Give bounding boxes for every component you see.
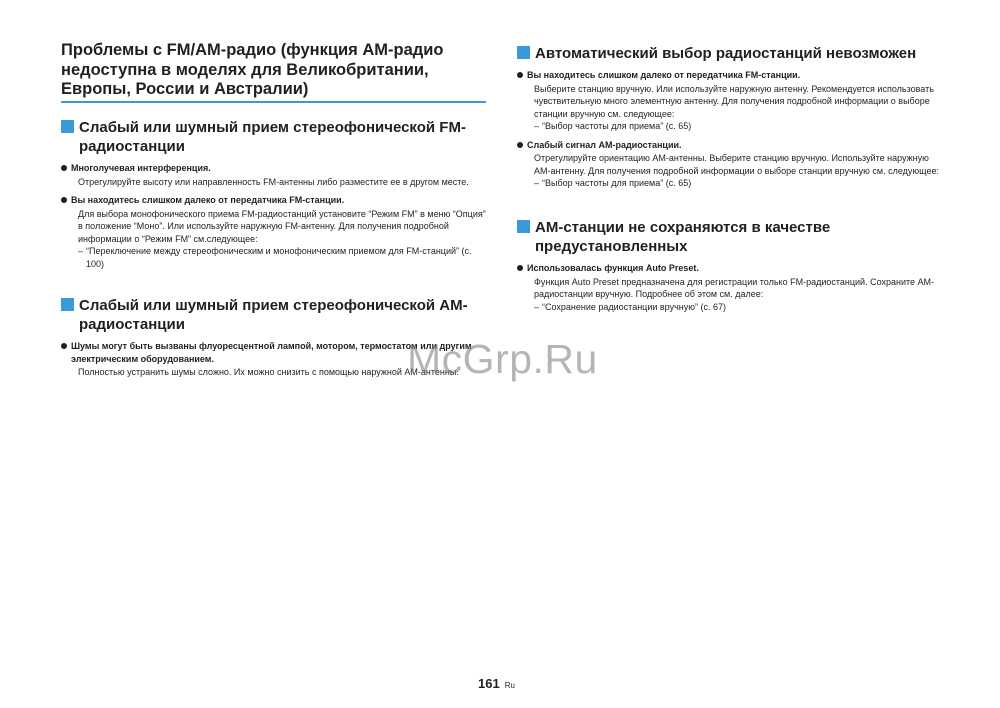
item-title	[517, 139, 942, 152]
list-item	[61, 194, 486, 270]
ref-dash: –	[534, 301, 540, 312]
page-language: Ru	[504, 681, 515, 690]
section-heading-text: Автоматический выбор радиостанций невозможен	[535, 45, 917, 62]
page-title: Проблемы с FM/AM-радио (функция AM-радио недоступна в моделях для Великобритании, Европы, России и Австралии)	[61, 41, 444, 98]
section-heading-text: Слабый или шумный прием стереофонической FM-радиостанции	[79, 119, 466, 155]
bullet-icon	[61, 197, 67, 203]
cross-reference-link[interactable]	[517, 177, 942, 190]
cross-reference-link[interactable]	[61, 245, 486, 270]
section-fm-stereo-reception	[61, 118, 486, 270]
item-title-text: Вы находитесь слишком далеко от передатчика FM-станции.	[527, 70, 801, 80]
item-title-text: Вы находитесь слишком далеко от передатчика FM-станции.	[71, 195, 345, 205]
cross-reference-link[interactable]	[517, 301, 942, 314]
item-body: Отрегулируйте ориентацию AM-антенны. Выберите станцию вручную. Используйте наружную AM-антенну. Для получения подробной информации о выборе станции вручную см. следующее:	[534, 153, 939, 176]
cross-reference-text[interactable]: “Выбор частоты для приема” (с. 65)	[542, 178, 692, 188]
section-marker-icon	[61, 120, 74, 133]
list-item	[517, 139, 942, 190]
list-item	[517, 262, 942, 313]
item-body: Полностью устранить шумы сложно. Их можно снизить с помощью наружной AM-антенны.	[78, 367, 459, 377]
ref-dash: –	[78, 246, 84, 256]
page-footer	[478, 675, 515, 693]
page-number: 161	[478, 676, 500, 691]
watermark: McGrp.Ru	[407, 336, 598, 382]
item-body: Отрегулируйте высоту или направленность FM-антенны либо разместите ее в другом месте.	[78, 176, 469, 187]
section-heading-text: Слабый или шумный прием стереофонической AM-радиостанции	[79, 297, 468, 333]
item-title-text: Слабый сигнал AM-радиостанции.	[527, 139, 682, 150]
item-title	[61, 162, 486, 175]
section-marker-icon	[61, 298, 74, 311]
list-item	[517, 69, 942, 133]
item-title-text: Использовалась функция Auto Preset.	[527, 263, 699, 273]
section-marker-icon	[517, 220, 530, 233]
bullet-icon	[61, 165, 67, 171]
bullet-icon	[517, 142, 523, 148]
item-title-text: Шумы могут быть вызваны флуоресцентной лампой, мотором, термостатом или другим электрическим оборудованием.	[71, 341, 472, 364]
item-title	[517, 262, 942, 275]
title-divider	[61, 101, 486, 103]
item-body: Функция Auto Preset предназначена для регистрации только FM-радиостанций. Сохраните AM-радиостанции вручную. Подробнее об этом см. далее:	[534, 276, 935, 299]
ref-dash: –	[534, 178, 540, 188]
section-marker-icon	[517, 46, 530, 59]
bullet-icon	[61, 343, 67, 349]
ref-dash: –	[534, 121, 540, 131]
section-heading	[517, 218, 942, 256]
bullet-icon	[517, 72, 523, 78]
cross-reference-text[interactable]: “Выбор частоты для приема” (с. 65)	[542, 121, 692, 131]
cross-reference-text[interactable]: “Переключение между стереофоническим и монофоническим приемом для FM-станций” (с. 100)	[86, 246, 472, 269]
section-auto-tuning	[517, 44, 942, 190]
list-item	[61, 162, 486, 188]
section-heading	[61, 296, 486, 334]
cross-reference-link[interactable]	[517, 120, 942, 133]
section-heading	[61, 118, 486, 156]
item-title	[61, 194, 486, 207]
bullet-icon	[517, 265, 523, 271]
item-title	[517, 69, 942, 82]
item-title-text: Многолучевая интерференция.	[71, 163, 211, 173]
section-am-presets	[517, 218, 942, 313]
section-heading-text: AM-станции не сохраняются в качестве предустановленных	[535, 219, 831, 255]
item-body: Для выбора монофонического приема FM-радиостанций установите “Режим FM” в меню “Опция” в положение “Моно”. Или используйте наружную FM-антенну. Для получения подробной информации о “Режим FM” см.следующее:	[78, 208, 486, 244]
item-body: Выберите станцию вручную. Или используйте наружную антенну. Рекомендуется использовать чувствительную много элементную антенну. Для получения подробной информации о выборе станции вручную см. следующее:	[534, 83, 934, 119]
cross-reference-text[interactable]: “Сохранение радиостанции вручную” (с. 67)	[542, 301, 726, 312]
section-heading	[517, 44, 942, 63]
